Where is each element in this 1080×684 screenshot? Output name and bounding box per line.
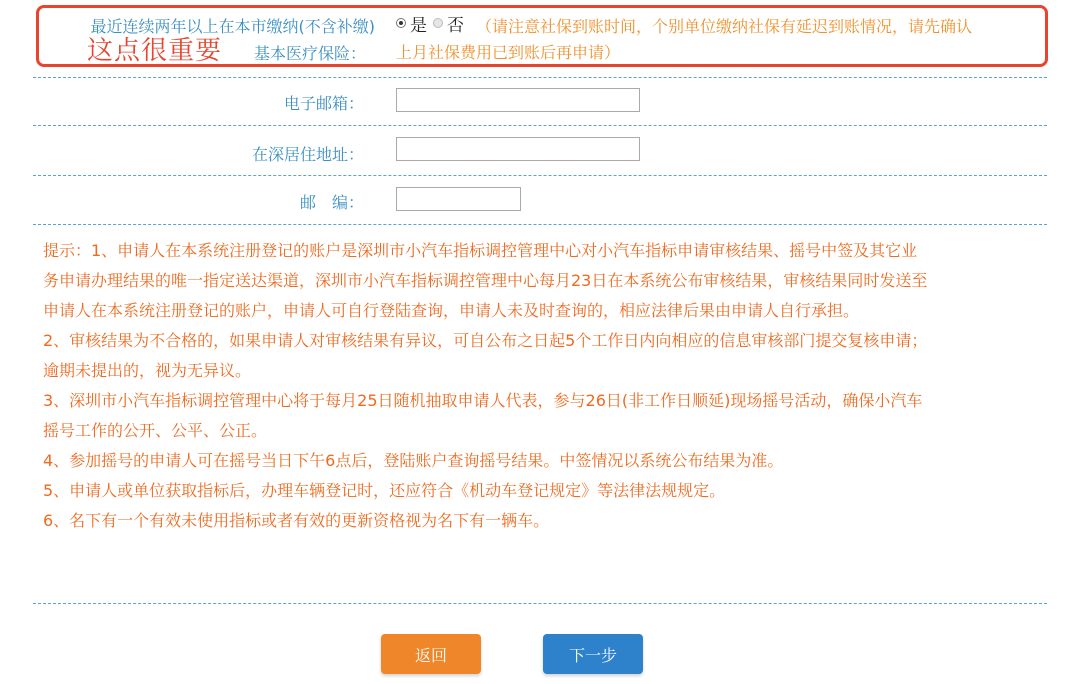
tip-line: 3、深圳市小汽车指标调控管理中心将于每月25日随机抽取申请人代表，参与26日(非工作日顺延)现场摇号活动，确保小汽车 [43,391,923,410]
tip-line: 4、参加摇号的申请人可在摇号当日下午6点后，登陆账户查询摇号结果。中签情况以系统公布结果为准。 [43,451,784,470]
divider [33,175,1047,176]
email-input[interactable] [396,88,640,112]
radio-yes[interactable] [396,18,406,28]
tip-line: 6、名下有一个有效未使用指标或者有效的更新资格视为名下有一辆车。 [43,511,550,530]
insurance-notice-line-1: （请注意社保到账时间，个别单位缴纳社保有延迟到账情况，请先确认 [476,17,973,36]
divider [33,603,1047,604]
back-button[interactable]: 返回 [381,634,481,674]
radio-yes-label[interactable]: 是 [410,15,427,36]
divider [33,125,1047,126]
important-note-annotation: 这点很重要 [87,36,223,66]
address-label: 在深居住地址： [251,145,364,164]
tip-line: 5、申请人或单位获取指标后，办理车辆登记时，还应符合《机动车登记规定》等法律法规规定。 [43,481,726,500]
email-label: 电子邮箱： [283,94,364,113]
next-step-button[interactable]: 下一步 [543,634,643,674]
tips-block [43,236,1043,536]
postcode-label: 邮 编： [299,193,364,212]
medical-insurance-question-label: 最近连续两年以上在本市缴纳(不含补缴) [90,17,375,36]
postcode-input[interactable] [396,187,521,211]
tip-line: 2、审核结果为不合格的，如果申请人对审核结果有异议，可自公布之日起5个工作日内向相应的信息审核部门提交复核申请； [43,331,928,350]
tip-line: 务申请办理结果的唯一指定送达渠道，深圳市小汽车指标调控管理中心每月23日在本系统公布审核结果，审核结果同时发送至 [43,271,928,290]
divider [33,224,1047,225]
tip-line: 逾期未提出的，视为无异议。 [43,361,252,380]
radio-no-label[interactable]: 否 [447,15,464,36]
tip-line: 提示：1、申请人在本系统注册登记的账户是深圳市小汽车指标调控管理中心对小汽车指标申请审核结果、摇号中签及其它业 [43,241,918,260]
divider [33,77,1047,78]
tip-line: 申请人在本系统注册登记的账户，申请人可自行登陆查询，申请人未及时查询的，相应法律后果由申请人自行承担。 [43,301,860,320]
tip-line: 摇号工作的公开、公平、公正。 [43,421,268,440]
insurance-notice-line-2: 上月社保费用已到账后再申请） [396,43,621,62]
insurance-radio-group [396,12,468,34]
address-input[interactable] [396,137,640,161]
medical-insurance-question-label-2: 基本医疗保险： [253,44,366,63]
radio-no[interactable] [433,18,443,28]
